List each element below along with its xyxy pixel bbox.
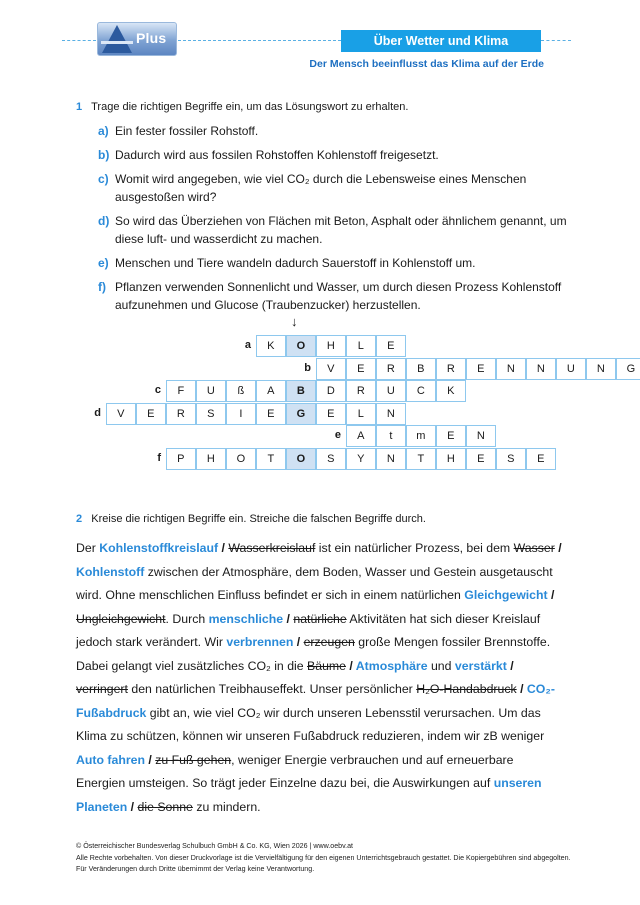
task2-instruction: Kreise die richtigen Begriffe ein. Streiche die falschen Begriffe durch.	[91, 513, 426, 525]
item-letter: d)	[98, 214, 110, 228]
term-separator: /	[283, 611, 294, 626]
task1-instruction: Trage die richtigen Begriffe ein, um das Lösungswort zu erhalten.	[91, 101, 409, 113]
item-letter: f)	[98, 280, 106, 294]
grid-cell[interactable]: t	[376, 425, 406, 447]
row-label: f	[157, 451, 161, 464]
row-label: d	[94, 406, 101, 419]
grid-cell[interactable]: N	[376, 448, 406, 470]
grid-cell[interactable]: H	[436, 448, 466, 470]
task2-paragraph	[76, 537, 566, 819]
row-label: e	[334, 429, 341, 441]
grid-cell[interactable]: E	[256, 403, 286, 425]
struck-term[interactable]: Wasserkreislauf	[228, 541, 316, 555]
grid-cell[interactable]: E	[316, 403, 346, 425]
footer-disclaimer: Für Veränderungen durch Dritte übernimmt der Verlag keine Verantwortung.	[76, 865, 315, 873]
grid-cell[interactable]: E	[136, 403, 166, 425]
grid-cell[interactable]: E	[436, 425, 466, 447]
grid-cell[interactable]: H	[316, 335, 346, 357]
struck-term[interactable]: H₂O-Handabdruck	[416, 682, 517, 696]
struck-term[interactable]: Bäume	[307, 658, 346, 673]
header-dash-left	[62, 40, 96, 41]
paragraph-text: große Mengen fossiler Brennstoffe. Dabei gelangt viel zusätzliches CO₂ in die	[76, 635, 551, 673]
grid-cell[interactable]: Y	[346, 448, 376, 470]
grid-cell[interactable]: R	[436, 358, 466, 380]
grid-cell[interactable]: T	[256, 448, 286, 470]
grid-cell[interactable]: L	[346, 403, 376, 425]
term-separator: /	[506, 658, 514, 673]
grid-cell[interactable]: S	[496, 448, 526, 470]
grid-cell[interactable]: U	[556, 358, 586, 380]
grid-cell[interactable]: N	[496, 358, 526, 380]
grid-cell[interactable]: L	[346, 335, 376, 357]
struck-term[interactable]: verringert	[76, 682, 128, 696]
row-label: a	[244, 339, 251, 351]
paragraph-text: . Durch	[165, 611, 209, 626]
term-separator: /	[547, 588, 555, 602]
item-letter: b)	[98, 148, 110, 162]
footer-copyright: © Österreichischer Bundesverlag Schulbuch GmbH & Co. KG, Wien 2026 | www.oebv.at	[76, 842, 354, 850]
task1-item	[98, 278, 568, 314]
grid-cell[interactable]: E	[466, 448, 496, 470]
paragraph-text: zwischen der Atmosphäre, dem Boden, Wasser und Gestein ausgetauscht wird. Ohne menschlichen Einfluss befindet er sich in einem natürlichen	[76, 564, 553, 602]
paragraph-text: den natürlichen Treibhauseffekt. Unser persönlicher	[127, 682, 417, 696]
grid-cell[interactable]: R	[376, 358, 406, 380]
correct-term[interactable]: Gleichgewicht	[464, 588, 548, 602]
grid-cell[interactable]: H	[196, 448, 226, 470]
item-letter: e)	[98, 256, 109, 270]
term-separator: /	[516, 682, 527, 696]
solution-cell[interactable]: O	[286, 335, 316, 357]
paragraph-text: Aktivitäten hat sich dieser Kreislauf jedoch stark verändert. Wir	[76, 611, 541, 649]
term-separator: /	[218, 541, 229, 555]
grid-cell[interactable]: K	[436, 380, 466, 402]
grid-cell[interactable]: C	[406, 380, 436, 402]
paragraph-text: zu mindern.	[192, 799, 261, 814]
task1-item	[98, 254, 568, 272]
grid-cell[interactable]: R	[346, 380, 376, 402]
grid-cell[interactable]: V	[316, 358, 346, 380]
paragraph-text: und	[427, 658, 455, 673]
task1-item-list	[98, 122, 568, 320]
triangle-icon	[102, 25, 132, 53]
correct-term[interactable]: verbrennen	[226, 635, 294, 649]
item-text: Pflanzen verwenden Sonnenlicht und Wasser, um durch diesen Prozess Kohlenstoff aufzunehmen und Glucose (Traubenzucker) herzustellen.	[115, 280, 562, 312]
correct-term[interactable]: Auto fahren	[76, 752, 145, 767]
paragraph-text: , weniger Energie verbrauchen und auf erneuerbare Energien umsteigen. So trägt jeder Einzelne dazu bei, die Auswirkungen auf	[76, 752, 514, 790]
item-text: Womit wird angegeben, wie viel CO₂ durch die Lebensweise eines Menschen ausgestoßen wird?	[115, 172, 527, 204]
task1-item	[98, 122, 568, 140]
grid-cell[interactable]: S	[196, 403, 226, 425]
struck-term[interactable]: natürliche	[293, 611, 347, 626]
correct-term[interactable]: Kohlenstoff	[76, 564, 145, 579]
struck-term[interactable]: Ungleichgewicht	[76, 611, 166, 626]
correct-term[interactable]: Atmosphäre	[355, 658, 428, 673]
task1-item	[98, 212, 568, 248]
grid-cell[interactable]: O	[226, 448, 256, 470]
grid-cell[interactable]: P	[166, 448, 196, 470]
grid-cell[interactable]: N	[376, 403, 406, 425]
term-separator: /	[293, 635, 304, 649]
header-dash-right	[541, 40, 571, 41]
correct-term[interactable]: menschliche	[208, 611, 284, 626]
grid-cell[interactable]: B	[406, 358, 436, 380]
task1-number: 1	[76, 101, 83, 113]
grid-cell[interactable]: G	[616, 358, 640, 380]
grid-cell[interactable]: U	[376, 380, 406, 402]
grid-cell[interactable]: A	[346, 425, 376, 447]
correct-term[interactable]: verstärkt	[454, 658, 507, 673]
item-text: Menschen und Tiere wandeln dadurch Sauerstoff in Kohlenstoff um.	[115, 256, 476, 270]
task1-item	[98, 146, 568, 164]
struck-term[interactable]: zu Fuß gehen	[155, 752, 232, 767]
grid-cell[interactable]: m	[406, 425, 436, 447]
correct-term[interactable]: Kohlenstoffkreislauf	[99, 541, 219, 555]
item-letter: a)	[98, 124, 109, 138]
grid-cell[interactable]: R	[166, 403, 196, 425]
grid-cell[interactable]: F	[166, 380, 196, 402]
row-label: c	[154, 384, 161, 396]
publisher-logo	[97, 22, 177, 56]
task1-item	[98, 170, 568, 206]
grid-cell[interactable]: K	[256, 335, 286, 357]
correct-term[interactable]: unseren Planeten	[76, 776, 542, 814]
term-separator: /	[127, 799, 138, 814]
grid-cell[interactable]: V	[106, 403, 136, 425]
paragraph-text: gibt an, wie viel CO₂ wir durch unseren Lebensstil verursachen. Um das Klima zu schützen, können wir unseren Fußabdruck reduzieren, indem wir zB weniger	[76, 705, 545, 743]
item-text: Ein fester fossiler Rohstoff.	[115, 124, 259, 138]
grid-cell[interactable]: E	[466, 358, 496, 380]
solution-cell[interactable]: O	[286, 448, 316, 470]
grid-cell[interactable]: N	[586, 358, 616, 380]
correct-term[interactable]: CO₂-Fußabdruck	[76, 682, 555, 720]
item-text: Dadurch wird aus fossilen Rohstoffen Kohlenstoff freigesetzt.	[115, 148, 439, 162]
task2-heading	[76, 513, 426, 525]
grid-cell[interactable]: T	[406, 448, 436, 470]
page-subtitle: Der Mensch beeinflusst das Klima auf der Erde	[309, 58, 544, 70]
grid-cell[interactable]: I	[226, 403, 256, 425]
task2-number: 2	[76, 513, 83, 525]
logo-text: Plus	[136, 30, 167, 46]
grid-cell[interactable]: S	[316, 448, 346, 470]
term-separator: /	[554, 541, 562, 555]
item-text: So wird das Überziehen von Flächen mit Beton, Asphalt oder ähnlichem genannt, um diese luft- und wasserdicht zu machen.	[115, 214, 567, 246]
grid-cell[interactable]: U	[196, 380, 226, 402]
row-label: b	[304, 361, 311, 374]
struck-term[interactable]: die Sonne	[137, 799, 193, 814]
item-letter: c)	[98, 172, 109, 186]
grid-cell[interactable]: E	[376, 335, 406, 357]
chapter-tab: Über Wetter und Klima	[341, 30, 541, 52]
footer	[76, 841, 571, 876]
solution-cell[interactable]: B	[286, 380, 316, 402]
grid-cell[interactable]: E	[346, 358, 376, 380]
grid-cell[interactable]: D	[316, 380, 346, 402]
paragraph-text: Der	[76, 541, 100, 555]
down-arrow-icon: ↓	[291, 314, 298, 329]
term-separator: /	[145, 752, 156, 767]
grid-cell[interactable]: E	[526, 448, 556, 470]
grid-cell[interactable]: ß	[226, 380, 256, 402]
grid-cell[interactable]: N	[466, 425, 496, 447]
struck-term[interactable]: Wasser	[513, 541, 555, 555]
footer-rights: Alle Rechte vorbehalten. Von dieser Druckvorlage ist die Vervielfältigung für den eigenen Unterrichtsgebrauch gestattet. Die Kopiergebühren sind abgegolten.	[76, 853, 571, 862]
grid-cell[interactable]: A	[256, 380, 286, 402]
struck-term[interactable]: erzeugen	[303, 635, 355, 649]
paragraph-text: ist ein natürlicher Prozess, bei dem	[315, 541, 514, 555]
term-separator: /	[346, 658, 356, 673]
solution-cell[interactable]: G	[286, 403, 316, 425]
header-dash-middle	[178, 40, 341, 41]
grid-cell[interactable]: N	[526, 358, 556, 380]
task1-heading	[76, 101, 408, 113]
